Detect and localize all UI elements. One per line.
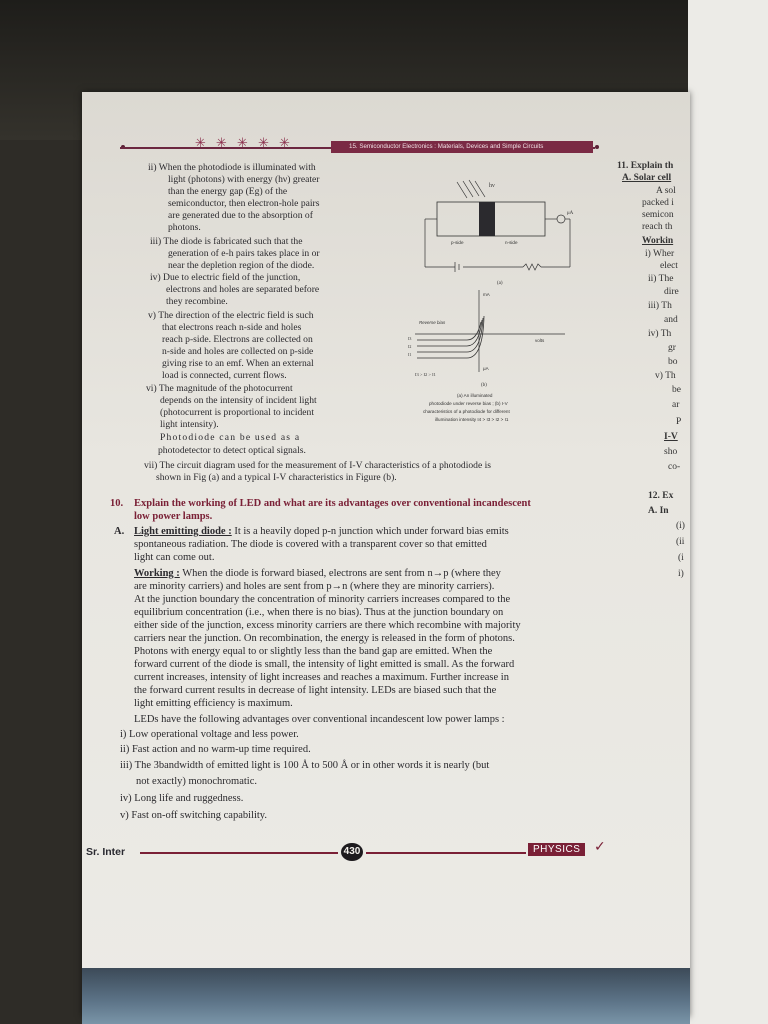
side-text: iv) Th <box>648 329 672 339</box>
advantage-item: iii) The 3bandwidth of emitted light is 100 Å to 500 Å or in other words it is nearly (but <box>120 760 490 771</box>
figure-caption: characteristics of a photodiode for different <box>423 409 510 414</box>
text-line: shown in Fig (a) and a typical I-V characteristics in Figure (b). <box>156 472 397 483</box>
figure-caption: (a) An illuminated <box>457 393 493 398</box>
photodiode-figure <box>405 172 613 436</box>
working-title: Working : <box>134 568 180 579</box>
side-text: P <box>676 417 682 427</box>
series-label: Sr. Inter <box>86 846 126 858</box>
text-line: they recombine. <box>166 296 228 307</box>
ammeter-icon <box>557 215 565 223</box>
paragraph-line: spontaneous radiation. The diode is covered with a transparent cover so that emitted <box>134 539 487 550</box>
paragraph-line: are minority carriers) and holes are sent from p→n (where they are minority carriers). <box>134 581 495 592</box>
side-text: ar <box>672 400 680 410</box>
advantage-item: i) Low operational voltage and less power. <box>120 729 299 740</box>
subject-tag: PHYSICS <box>528 843 585 856</box>
curve-label: I1 <box>408 352 412 357</box>
text-line: light intensity). <box>160 419 219 430</box>
text-line: semiconductor, then electron-hole pairs <box>168 198 320 209</box>
side-text: v) Th <box>655 371 676 381</box>
side-text: (i <box>678 553 684 563</box>
depletion-region <box>479 202 495 236</box>
curve-label: I2 <box>408 344 412 349</box>
text-line: vii) The circuit diagram used for the measurement of I-V characteristics of a photodiode is <box>144 460 492 471</box>
question-text: low power lamps. <box>134 511 213 522</box>
side-text: semicon <box>642 210 674 220</box>
side-text: be <box>672 385 681 395</box>
text-line: photons. <box>168 222 201 233</box>
side-text: and <box>664 315 678 325</box>
text-line: are generated due to the absorption of <box>168 210 313 221</box>
text-line: reach p-side. Electrons are collected on <box>162 334 313 345</box>
light-rays-icon <box>457 180 485 198</box>
paragraph-line: carriers near the junction. On recombination, the energy is released in the form of photons. <box>134 633 515 644</box>
photon-energy-label: hν <box>489 183 495 189</box>
chapter-title: 15. Semiconductor Electronics : Materials, Devices and Simple Circuits <box>331 141 593 153</box>
text-line: Photodiode can be used as a <box>160 432 301 443</box>
check-icon: ✓ <box>594 839 606 855</box>
text-line: iv) Due to electric field of the junction, <box>150 272 301 283</box>
side-text: reach th <box>642 222 673 232</box>
curve-label: I3 <box>408 336 412 341</box>
side-text: sho <box>664 447 678 457</box>
figure-a-label: (a) <box>497 281 503 286</box>
page-number: 430 <box>341 843 363 861</box>
text-line: load is connected, current flows. <box>162 370 287 381</box>
paragraph-line: light emitting efficiency is maximum. <box>134 698 293 709</box>
circuit-wires <box>425 219 570 272</box>
axis-ua-label: μA <box>483 366 489 371</box>
paragraph-line: light can come out. <box>134 552 215 563</box>
led-title: Light emitting diode : <box>134 526 232 537</box>
advantages-intro: LEDs have the following advantages over conventional incandescent low power lamps : <box>134 714 505 725</box>
p-side-label: p-side <box>451 240 464 245</box>
text-line: ii) When the photodiode is illuminated with <box>148 162 316 173</box>
text-line: photodetector to detect optical signals. <box>158 445 306 456</box>
text-line: vi) The magnitude of the photocurrent <box>146 383 293 394</box>
header-stars: ✳ ✳ ✳ ✳ ✳ <box>195 136 293 151</box>
text-line: light (photons) with energy (hν) greater <box>168 174 320 185</box>
side-text: A. Solar cell <box>622 173 672 183</box>
paragraph-line: At the junction boundary the concentration of minority carriers increases compared to the <box>134 594 511 605</box>
side-text: bo <box>668 357 678 367</box>
working-text: When the diode is forward biased, electrons are sent from n→p (where they <box>179 568 501 579</box>
paragraph-line: current increases, intensity of light increases and reaches a maximum. Further increase in <box>134 672 509 683</box>
n-side-label: n-side <box>505 240 518 245</box>
axis-volts-label: volts <box>535 338 545 343</box>
side-text: 11. Explain th <box>617 161 674 171</box>
side-text: co- <box>668 462 681 472</box>
figure-caption: illumination intensity I4 > I3 > I2 > I1 <box>435 417 509 422</box>
advantage-item: not exactly) monochromatic. <box>136 776 258 787</box>
side-text: gr <box>668 343 676 353</box>
paragraph-line: forward current of the diode is small, the intensity of light emitted is small. As the forward <box>134 659 515 670</box>
intensity-order-label: I3 > I2 > I1 <box>415 372 436 377</box>
advantage-item: iv) Long life and ruggedness. <box>120 793 244 804</box>
text-line: depends on the intensity of incident light <box>160 395 317 406</box>
axis-reverse-bias-label: Reverse bias <box>419 320 446 325</box>
text-line: than the energy gap (Eg) of the <box>168 186 288 197</box>
text-line: generation of e-h pairs takes place in or <box>168 248 320 259</box>
side-text: A sol <box>656 186 676 196</box>
iv-axes <box>415 290 565 372</box>
text-line: giving rise to an emf. When an external <box>162 358 314 369</box>
answer-marker: A. <box>114 526 125 537</box>
paragraph-line <box>134 567 501 581</box>
side-text: dire <box>664 287 679 297</box>
side-text: 12. Ex <box>648 491 674 501</box>
side-text: A. In <box>648 506 669 516</box>
text-line: electrons and holes are separated before <box>166 284 320 295</box>
question-text: Explain the working of LED and what are its advantages over conventional incandescent <box>134 498 531 509</box>
question-number: 10. <box>110 498 124 509</box>
footer-rule-right <box>366 852 526 854</box>
ammeter-label: μA <box>567 211 574 216</box>
side-text: iii) Th <box>648 301 672 311</box>
text-line: near the depletion region of the diode. <box>168 260 315 271</box>
side-text: Workin <box>642 236 674 246</box>
side-text: (ii <box>676 537 685 547</box>
paragraph-line: equilibrium concentration (i.e., when there is no bias). Thus at the junction boundary on <box>134 607 504 618</box>
led-text: It is a heavily doped p-n junction which under forward bias emits <box>231 526 509 537</box>
side-text: ii) The <box>648 274 674 284</box>
text-line: iii) The diode is fabricated such that the <box>150 236 303 247</box>
paragraph-line <box>134 525 509 539</box>
side-text: elect <box>660 261 678 271</box>
side-text: I-V <box>664 432 678 442</box>
paragraph-line: Photons with energy equal to or slightly less than the band gap are emitted. When the <box>134 646 493 657</box>
advantage-item: ii) Fast action and no warm-up time required. <box>120 744 311 755</box>
paragraph-line: the forward current results in decrease of light intensity. LEDs are biased such that the <box>134 685 497 696</box>
axis-ma-label: mA <box>483 292 490 297</box>
figure-caption: photodiode under reverse bias ; (b) I-V <box>429 401 508 406</box>
header-dot-right <box>595 145 599 149</box>
footer-rule-left <box>140 852 338 854</box>
text-line: n-side and holes are collected on p-side <box>162 346 314 357</box>
side-text: (i) <box>676 521 685 531</box>
figure-b-label: (b) <box>481 383 487 388</box>
side-text: i) Wher <box>645 249 675 259</box>
text-line: that electrons reach n-side and holes <box>162 322 302 333</box>
text-line: (photocurrent is proportional to incident <box>160 407 314 418</box>
side-text: packed i <box>642 198 674 208</box>
text-line: v) The direction of the electric field is such <box>148 310 314 321</box>
paragraph-line: either side of the junction, excess minority carriers are there which recombine with majority <box>134 620 521 631</box>
side-text: i) <box>678 569 684 579</box>
advantage-item: v) Fast on-off switching capability. <box>120 810 267 821</box>
